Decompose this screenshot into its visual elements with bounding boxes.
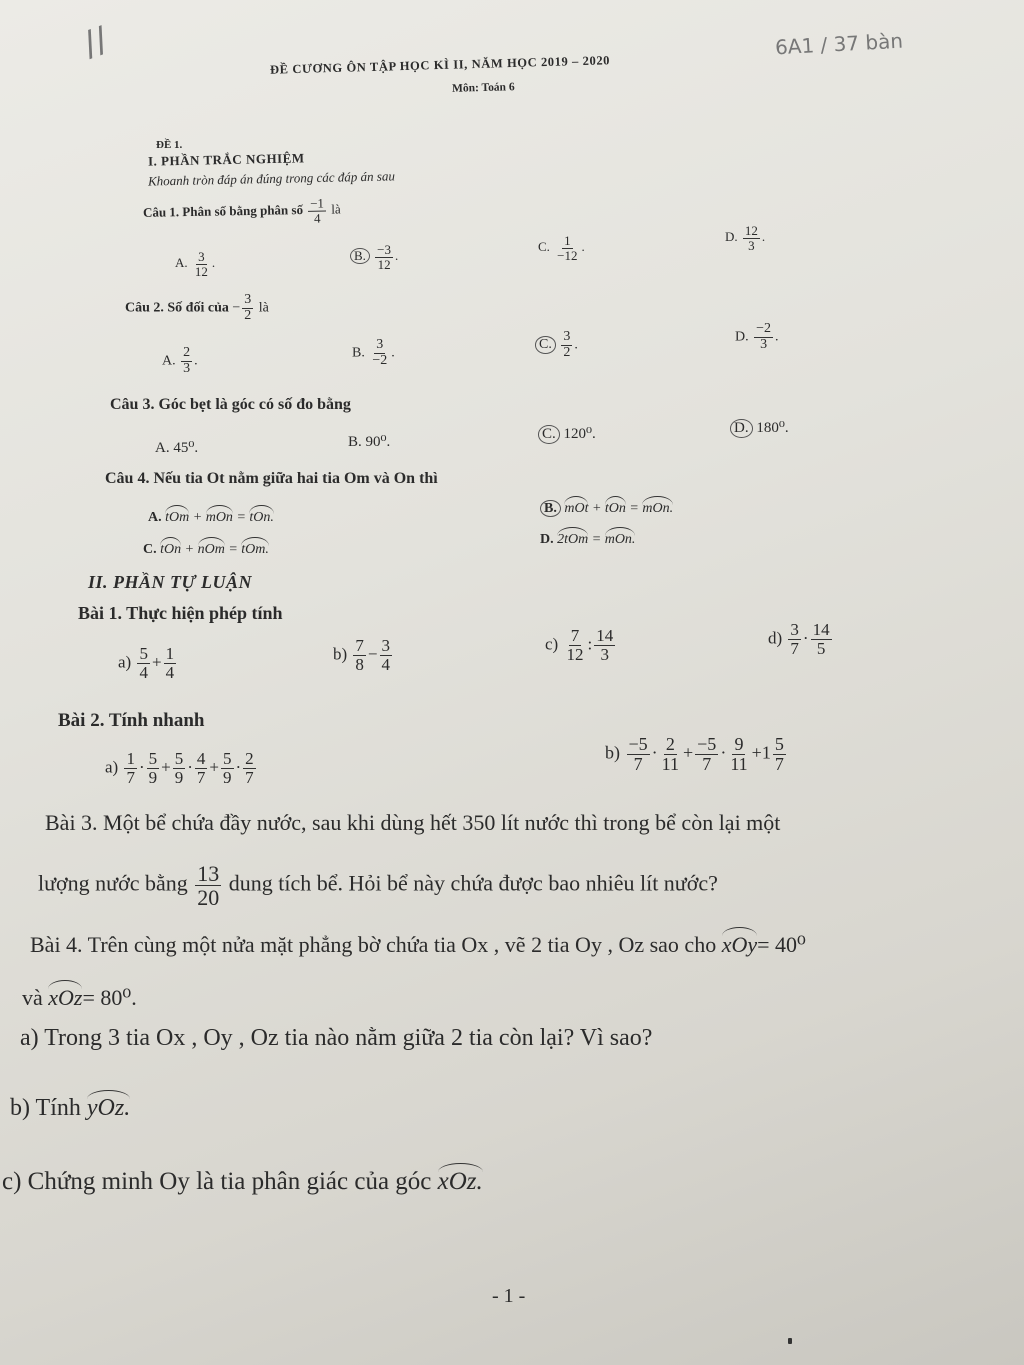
exam-number: ĐỀ 1. — [156, 139, 183, 151]
ink-spot — [788, 1338, 792, 1344]
question-1-fraction: $\frac{-1}{4}$ — [308, 197, 326, 226]
exercise-4-question-b: b) Tính yOz. — [10, 1095, 131, 1121]
circled-answer-mark: C. — [538, 425, 560, 444]
exercise-1-b: b) $\frac{7}{8}$ − $\frac{3}{4}$ — [333, 636, 391, 674]
question-1-prompt: Câu 1. Phân số bằng phân số — [142, 202, 304, 220]
circled-answer-mark: C. — [535, 336, 556, 353]
exercise-1-a: a) $\frac{5}{4}$ + $\frac{1}{4}$ — [118, 644, 175, 682]
question-4-prompt: Câu 4. Nếu tia Ot nằm giữa hai tia Om và On thì — [105, 470, 438, 487]
question-2-option-a[interactable]: A. $\frac{2}{3}$ . — [162, 345, 198, 376]
question-2-option-b[interactable]: B. $\frac{3}{-2}$ . — [352, 337, 395, 368]
exercise-3-line-2: lượng nước bằng $\frac{13}{20}$ dung tích bể. Hỏi bể này chứa được bao nhiêu lít nước? — [38, 861, 718, 911]
exercise-2-title: Bài 2. Tính nhanh — [58, 710, 205, 731]
question-1-option-d[interactable]: D. $\frac{12}{3}$ . — [725, 223, 766, 253]
part1-title: I. PHẦN TRẮC NGHIỆM — [147, 150, 305, 169]
page-number: - 1 - — [492, 1285, 526, 1307]
handwritten-class-note: 6A1 / 37 bàn — [774, 28, 904, 60]
exercise-4-question-a: a) Trong 3 tia Ox , Oy , Oz tia nào nằm giữa 2 tia còn lại? Vì sao? — [20, 1025, 653, 1051]
exercise-4-line-2: và xOz= 80⁰. — [22, 985, 137, 1010]
question-4-option-c[interactable]: C. tOn + nOm = tOm. — [143, 542, 269, 557]
page-title: ĐỀ CƯƠNG ÔN TẬP HỌC KÌ II, NĂM HỌC 2019 – 2020 — [269, 53, 611, 77]
exercise-2-b: b) $\frac{-5}{7}$ · $\frac{2}{11}$ + $\frac{-5}{7}$ · $\frac{9}{11}$ +1 $\frac{5}{7}$ — [605, 734, 784, 774]
circled-answer-mark: B. — [540, 500, 561, 517]
question-1-option-c[interactable]: C. $\frac{1}{-12}$ . — [538, 233, 585, 263]
question-3-option-b[interactable]: B. 90⁰. — [348, 434, 391, 450]
part1-instruction: Khoanh tròn đáp án đúng trong các đáp án sau — [147, 168, 396, 189]
subject-label: Môn: Toán 6 — [451, 81, 515, 95]
question-4-option-b[interactable]: B. mOt + tOn = mOn. — [540, 500, 673, 517]
question-1: Câu 1. Phân số bằng phân số $\frac{-1}{4}$ là — [142, 195, 341, 226]
exercise-1-d: d) $\frac{3}{7}$ · $\frac{14}{5}$ — [768, 620, 830, 658]
handwritten-check-mark: // — [77, 19, 114, 65]
exercise-1-c: c) $\frac{7}{12}$ : $\frac{14}{3}$ — [545, 626, 614, 664]
exercise-3-line-1: Bài 3. Một bể chứa đầy nước, sau khi dùng hết 350 lít nước thì trong bể còn lại một — [45, 810, 781, 835]
question-4-option-a[interactable]: A. tOm + mOn = tOn. — [148, 510, 274, 525]
question-2-option-d[interactable]: D. $\frac{-2}{3}$ . — [735, 321, 779, 352]
question-3-option-c[interactable]: C. 120⁰. — [538, 424, 596, 444]
question-3-prompt: Câu 3. Góc bẹt là góc có số đo bằng — [110, 396, 351, 413]
circled-answer-mark: B. — [350, 248, 370, 264]
exercise-1-title: Bài 1. Thực hiện phép tính — [78, 603, 283, 623]
exercise-4-line-1: Bài 4. Trên cùng một nửa mặt phẳng bờ chứa tia Ox , vẽ 2 tia Oy , Oz sao cho xOy= 40⁰ — [30, 932, 806, 957]
question-3-option-a[interactable]: A. 45⁰. — [155, 440, 199, 456]
question-2-option-c[interactable]: C. $\frac{3}{2}$ . — [535, 330, 578, 360]
exercise-2-a: a) $\frac{1}{7}$ · $\frac{5}{9}$ + $\frac{5}{9}$ · $\frac{4}{7}$ + $\frac{5}{9}$ · $\frac{2}{7}$ — [105, 749, 254, 787]
circled-answer-mark: D. — [730, 419, 753, 438]
exercise-4-question-c: c) Chứng minh Oy là tia phân giác của góc xOz. — [2, 1168, 483, 1195]
question-1-option-a[interactable]: A. $\frac{3}{12}$ . — [175, 249, 216, 279]
question-1-option-b[interactable]: B. $\frac{-3}{12}$ . — [350, 243, 398, 271]
question-2-prompt: Câu 2. Số đối của — [125, 300, 229, 316]
question-2: Câu 2. Số đối của − $\frac{3}{2}$ là — [125, 292, 269, 323]
question-4-option-d[interactable]: D. 2tOm = mOn. — [540, 532, 636, 547]
question-3-option-d[interactable]: D. 180⁰. — [730, 418, 789, 438]
part2-title: II. PHẦN TỰ LUẬN — [88, 572, 252, 592]
question-2-fraction: $\frac{3}{2}$ — [244, 292, 252, 323]
